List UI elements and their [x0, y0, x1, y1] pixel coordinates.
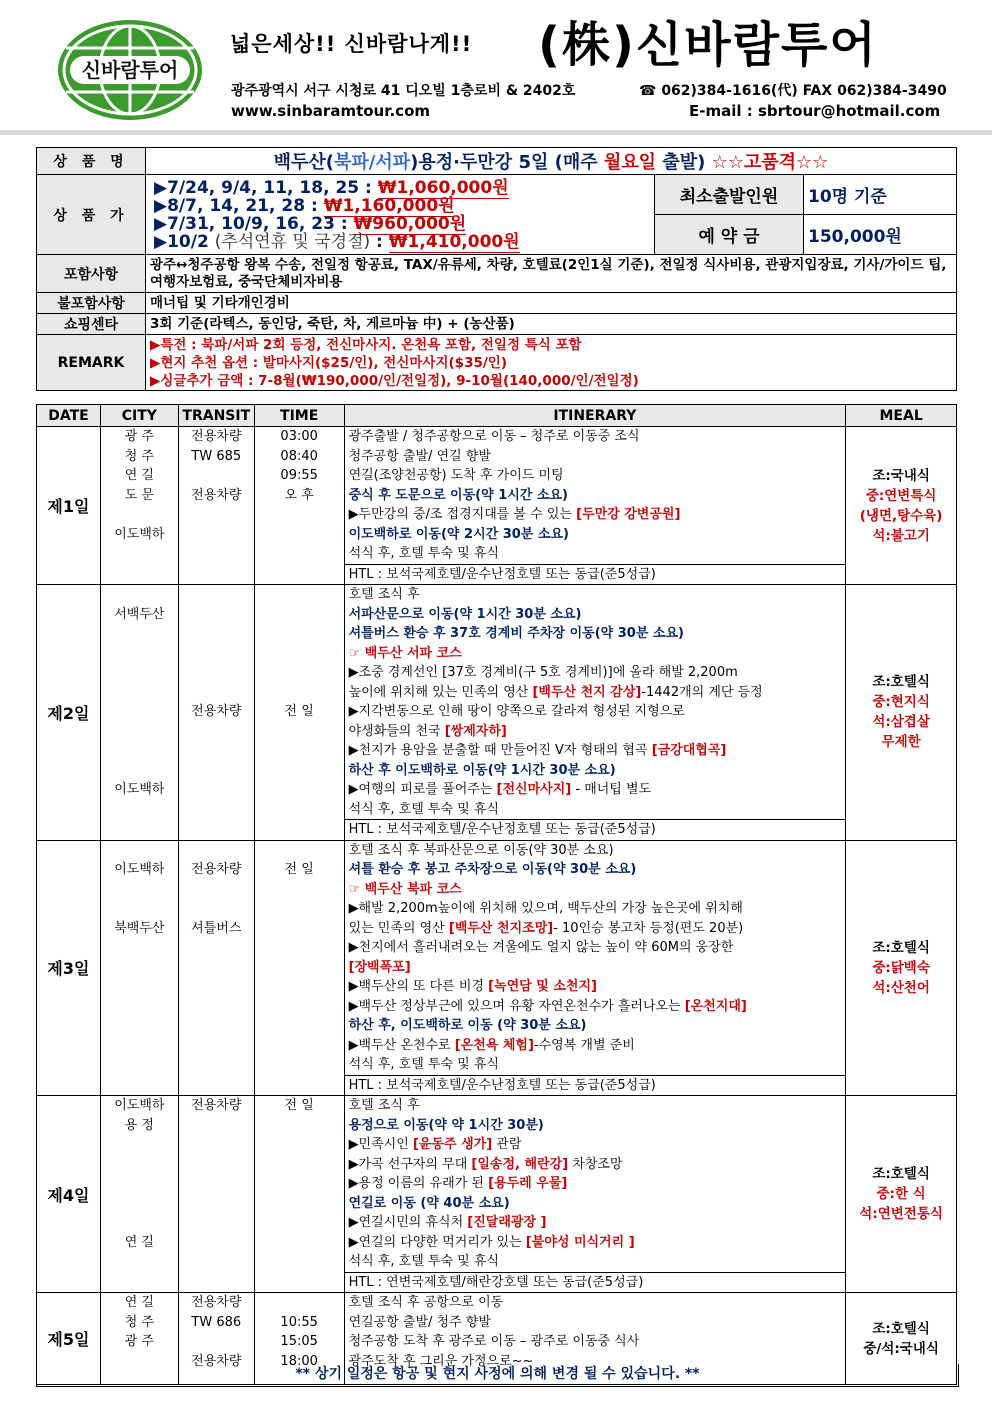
time-cell: [254, 840, 344, 1096]
day-row: [37, 1096, 957, 1293]
logo-text: 신바람투어: [81, 58, 179, 82]
city-value: [101, 997, 178, 1017]
hotel-line: HTL : 보석국제호텔/운수난정호텔 또는 동급(준5성급): [345, 819, 846, 840]
remark-item: ▶현지 추천 옵션 : 발마사지($25/인), 전신마사지($35/인): [150, 354, 508, 371]
time-value: [255, 624, 344, 644]
time-value: [255, 644, 344, 664]
itinerary-table: [36, 404, 957, 1385]
product-name: 백두산(북파/서파)용정·두만강 5일 (매주 월요일 출발) ☆☆고품격☆☆: [146, 148, 957, 175]
transit-value: [179, 505, 254, 525]
transit-value: [179, 880, 254, 900]
price-line: ▶7/24, 9/4, 11, 18, 25 : ₩1,060,000원: [154, 177, 509, 198]
itinerary-line: 용정으로 이동(약 약 1시간 30분): [348, 1117, 544, 1133]
city-value: [101, 1055, 178, 1075]
transit-cell: [178, 1096, 254, 1293]
city-cell: [100, 1096, 178, 1293]
address: 광주광역시 서구 시청로 41 디오빌 1층로비 & 2402호: [231, 83, 576, 99]
transit-value: TW 685: [191, 448, 242, 464]
city-value: 용 정: [124, 1117, 154, 1133]
transit-value: [179, 958, 254, 978]
itinerary-line: ▶두만강의 중/조 접경지대를 볼 수 있는 [두만강 강변공원]: [348, 507, 681, 522]
time-cell: [254, 1096, 344, 1293]
transit-value: [179, 624, 254, 644]
price-list: [146, 175, 655, 255]
itinerary-line: 야생화들의 천국 [쌍제자하]: [348, 723, 507, 739]
transit-value: [179, 1233, 254, 1253]
time-value: [255, 605, 344, 625]
transit-value: [179, 644, 254, 664]
city-value: 북백두산: [114, 920, 165, 936]
transit-value: [179, 544, 254, 564]
meal-item: 석:삼겹살: [872, 714, 930, 731]
transit-value: [179, 938, 254, 958]
itinerary-line: 호텔 조식 후 북파산문으로 이동(약 30분 소요): [348, 842, 614, 858]
city-cell: [100, 840, 178, 1096]
city-value: 연 길: [124, 1295, 154, 1310]
min-participants-value: 10명 기준: [804, 175, 957, 215]
itinerary-line: 셔틀버스 환승 후 37호 경계비 주차장 이동(약 30분 소요): [348, 626, 684, 641]
price-line: ▶10/2 (추석연휴 및 국경절) : ₩1,410,000원: [154, 231, 520, 252]
meal-item: 석:연변전통식: [859, 1206, 943, 1222]
time-value: [255, 683, 344, 703]
remark-item: ▶특전 : 북파/서파 2회 등정, 전신마사지. 온천욕 포함, 전일정 특식 포함: [150, 336, 582, 353]
product-name-label: 상 품 명: [37, 148, 146, 175]
transit-value: [179, 605, 254, 625]
include-label: 포함사항: [37, 255, 146, 293]
city-value: [101, 702, 178, 722]
day-label: 제5일: [37, 1293, 101, 1385]
transit-value: [179, 1135, 254, 1155]
meal-cell: [846, 585, 957, 841]
day-row: [37, 585, 957, 841]
city-value: 청 주: [124, 448, 154, 464]
col-header-city: CITY: [100, 405, 178, 427]
itinerary-line: ▶가곡 선구자의 무대 [일송정, 해란강] 차창조망: [348, 1156, 623, 1172]
time-value: [255, 1233, 344, 1253]
time-value: 18:00: [280, 1353, 318, 1369]
time-cell: [254, 427, 344, 585]
transit-value: [179, 800, 254, 820]
time-value: [255, 722, 344, 742]
include-text: 광주↔청주공항 왕복 수송, 전일정 항공료, TAX/유류세, 차량, 호텔료(2인1실 기준), 전일정 식사비용, 관광지입장료, 기사/가이드 팁, 여행자보험료, 중국단체비자비용: [146, 255, 957, 293]
hotel-line: HTL : 연변국제호텔/해란강호텔 또는 동급(준5성급): [345, 1272, 846, 1293]
transit-value: [179, 1016, 254, 1036]
time-value: [255, 741, 344, 761]
transit-value: [179, 841, 254, 861]
time-value: [255, 1036, 344, 1056]
itinerary-line: 청주공항 출발/ 연길 향발: [348, 448, 491, 464]
time-value: 10:55: [280, 1314, 318, 1330]
city-cell: [100, 585, 178, 841]
transit-value: 전용차량: [191, 862, 242, 877]
company-name: (株)신바람투어: [538, 17, 878, 73]
city-value: [101, 761, 178, 781]
transit-value: [179, 683, 254, 703]
meal-item: (냉면,탕수육): [859, 507, 943, 524]
time-value: [255, 997, 344, 1017]
city-value: [101, 644, 178, 664]
transit-value: [179, 741, 254, 761]
city-value: [101, 741, 178, 761]
itinerary-line: 석식 후, 호텔 투숙 및 휴식: [348, 1254, 499, 1269]
itinerary-line: ▶연길시민의 휴식처 [진달래광장 ]: [348, 1215, 547, 1230]
city-value: [101, 722, 178, 742]
city-value: 연 길: [124, 1234, 154, 1250]
price-line: ▶7/31, 10/9, 16, 23 : ₩960,000원: [154, 213, 467, 234]
time-value: [255, 505, 344, 525]
meal-item: 석:불고기: [872, 527, 930, 544]
col-header-meal: MEAL: [846, 405, 957, 427]
transit-value: [179, 1194, 254, 1214]
time-value: 전 일: [284, 704, 314, 719]
meal-item: 무제한: [881, 734, 921, 751]
time-value: [255, 1016, 344, 1036]
time-value: [255, 958, 344, 978]
transit-value: [179, 1332, 254, 1352]
transit-value: [179, 977, 254, 997]
city-value: [101, 1016, 178, 1036]
itinerary-line: 석식 후, 호텔 투숙 및 휴식: [348, 546, 499, 561]
company-logo-globe-icon: [56, 18, 204, 122]
city-value: [101, 505, 178, 525]
website[interactable]: www.sinbaramtour.com: [231, 102, 431, 120]
transit-value: 전용차량: [191, 704, 242, 719]
transit-value: 전용차량: [191, 429, 242, 444]
header: [0, 0, 992, 140]
meal-item: 조:호텔식: [872, 674, 930, 691]
meal-cell: [846, 1096, 957, 1293]
itinerary-line: 석식 후, 호텔 투숙 및 휴식: [348, 1057, 499, 1072]
transit-value: [179, 663, 254, 683]
transit-value: 전용차량: [191, 1098, 242, 1113]
city-value: [101, 800, 178, 820]
itinerary-line: ▶해발 2,200m높이에 위치해 있으며, 백두산의 가장 높은곳에 위치해: [348, 901, 743, 916]
itinerary-line: ▶천지가 용암을 분출할 때 만들어진 V자 형태의 협곡 [금강대협곡]: [348, 743, 727, 758]
city-value: 이도백하: [114, 526, 165, 542]
time-value: [255, 1055, 344, 1075]
day-row: [37, 427, 957, 585]
time-value: [255, 841, 344, 861]
city-value: [101, 958, 178, 978]
city-value: [101, 1135, 178, 1155]
city-value: [101, 1174, 178, 1194]
time-value: 09:55: [280, 468, 318, 483]
header-divider: [0, 130, 992, 135]
transit-value: 셔틀버스: [191, 920, 242, 936]
day-label: 제2일: [37, 585, 101, 841]
transit-value: [179, 585, 254, 605]
city-value: 이도백하: [114, 782, 165, 797]
itinerary-line: 셔틀 환승 후 봉고 주차장으로 이동(약 30분 소요): [348, 862, 637, 877]
city-value: [101, 585, 178, 605]
itinerary-line: [장백폭포]: [348, 959, 411, 975]
city-value: 서백두산: [114, 606, 165, 622]
time-value: [255, 525, 344, 545]
itinerary-cell: [344, 1096, 846, 1293]
itinerary-line: 광주출발 / 청주공항으로 이동 – 청주로 이동중 조식: [348, 429, 640, 444]
itinerary-line: 석식 후, 호텔 투숙 및 휴식: [348, 801, 499, 817]
min-participants-label: 최소출발인원: [655, 175, 804, 215]
itinerary-line: 호텔 조식 후 공항으로 이동: [348, 1295, 504, 1310]
transit-value: [179, 1252, 254, 1272]
city-value: 연 길: [124, 468, 154, 483]
city-value: [101, 880, 178, 900]
itinerary-cell: [344, 427, 846, 585]
time-value: 03:00: [280, 429, 318, 444]
itinerary-line: 연길로 이동 (약 40분 소요): [348, 1195, 510, 1211]
itinerary-line: 광주도착 후 그리운 가정으로~~: [348, 1353, 534, 1369]
exclude-text: 매너팁 및 기타개인경비: [146, 293, 957, 314]
itinerary-line: ▶백두산 정상부근에 있으며 유황 자연온천수가 흘러나오는 [온천지대]: [348, 998, 747, 1014]
time-value: [255, 1116, 344, 1136]
hotel-line: HTL : 보석국제호텔/운수난정호텔 또는 동급(준5성급): [345, 564, 846, 585]
footer-note: ** 상기 일정은 항공 및 현지 사정에 의해 변경 될 수 있습니다. **: [36, 1364, 959, 1387]
price-label: 상 품 가: [37, 175, 146, 255]
city-value: 청 주: [124, 1314, 154, 1330]
city-value: [101, 1213, 178, 1233]
time-value: [255, 899, 344, 919]
city-value: [101, 1036, 178, 1056]
transit-value: [179, 466, 254, 486]
col-header-transit: TRANSIT: [178, 405, 254, 427]
remark-item: ▶싱글추가 금액 : 7-8월(₩190,000/인/전일정), 9-10월(140,000/인/전일정): [150, 372, 639, 389]
meal-item: 중:닭백숙: [872, 959, 930, 976]
itinerary-line: ☞ 백두산 서파 코스: [348, 645, 462, 661]
shopping-label: 쇼핑센타: [37, 314, 146, 335]
remark-list: [146, 335, 957, 391]
transit-value: [179, 1174, 254, 1194]
city-value: [101, 938, 178, 958]
itinerary-line: ▶용정 이름의 유래가 된 [용두레 우물]: [348, 1176, 568, 1191]
meal-item: 중:한 식: [876, 1186, 926, 1202]
shopping-text: 3회 기준(라텍스, 동인당, 죽탄, 차, 게르마늄 中) + (농산품): [146, 314, 957, 335]
city-value: [101, 544, 178, 564]
itinerary-line: ▶민족시인 [윤동주 생가] 관람: [348, 1137, 522, 1152]
slogan: 넓은세상!! 신바람나게!!: [230, 32, 473, 56]
day-label: 제3일: [37, 840, 101, 1096]
col-header-itinerary: ITINERARY: [344, 405, 846, 427]
city-value: 광 주: [124, 1334, 154, 1349]
meal-item: 조:호텔식: [872, 1166, 930, 1182]
itinerary-line: ▶백두산의 또 다른 비경 [녹연담 및 소천지]: [348, 979, 597, 994]
meal-item: 조:국내식: [872, 467, 930, 484]
hotel-line: HTL : 보석국제호텔/운수난정호텔 또는 동급(준5성급): [345, 1075, 846, 1096]
transit-cell: [178, 427, 254, 585]
meal-item: 중/석:국내식: [863, 1340, 939, 1357]
city-value: 이도백하: [114, 1098, 165, 1113]
itinerary-cell: [344, 840, 846, 1096]
itinerary-line: 서파산문으로 이동(약 1시간 30분 소요): [348, 606, 582, 622]
deposit-label: 예 약 금: [655, 215, 804, 255]
transit-value: [179, 780, 254, 800]
itinerary-line: ☞ 백두산 북파 코스: [348, 881, 462, 897]
itinerary-line: ▶조중 경계선인 [37호 경계비(구 5호 경계비)]에 올라 해발 2,200m: [348, 665, 738, 680]
time-value: 전 일: [284, 1098, 314, 1113]
transit-cell: [178, 585, 254, 841]
city-value: [101, 663, 178, 683]
itinerary-line: 중식 후 도문으로 이동(약 1시간 소요): [348, 487, 568, 503]
meal-item: 중:연변특식: [865, 487, 937, 504]
transit-value: [179, 1213, 254, 1233]
transit-value: 전용차량: [191, 1295, 242, 1310]
exclude-label: 불포함사항: [37, 293, 146, 314]
time-value: [255, 1135, 344, 1155]
time-value: [255, 1155, 344, 1175]
itinerary-cell: [344, 585, 846, 841]
tel-fax: ☎ 062)384-1616(代) FAX 062)384-3490: [639, 83, 947, 99]
itinerary-line: 있는 민족의 영산 [백두산 천지조망]- 10인승 봉고차 등정(편도 20분): [348, 920, 744, 936]
city-cell: [100, 427, 178, 585]
day-row: [37, 840, 957, 1096]
transit-value: [179, 1155, 254, 1175]
transit-value: 전용차량: [191, 487, 242, 503]
time-value: [255, 663, 344, 683]
time-value: [255, 800, 344, 820]
transit-value: [179, 722, 254, 742]
time-value: [255, 1252, 344, 1272]
transit-value: [179, 761, 254, 781]
itinerary-line: 하산 후, 이도백하로 이동 (약 30분 소요): [348, 1018, 587, 1033]
city-value: [101, 624, 178, 644]
itinerary-line: 호텔 조식 후: [348, 587, 420, 602]
itinerary-line: 연길(조양천공항) 도착 후 가이드 미팅: [348, 468, 564, 483]
time-value: [255, 977, 344, 997]
time-value: [255, 919, 344, 939]
transit-value: TW 686: [191, 1314, 242, 1330]
itinerary-line: 이도백하로 이동(약 2시간 30분 소요): [348, 526, 569, 542]
time-value: [255, 1194, 344, 1214]
city-value: [101, 841, 178, 861]
time-value: [255, 938, 344, 958]
price-line: ▶8/7, 14, 21, 28 : ₩1,160,000원: [154, 195, 455, 216]
itinerary-line: ▶여행의 피로를 풀어주는 [전신마사지] - 매너팁 별도: [348, 782, 652, 797]
time-value: 15:05: [280, 1334, 318, 1349]
transit-value: [179, 1055, 254, 1075]
transit-value: [179, 997, 254, 1017]
itinerary-line: ▶연길의 다양한 먹거리가 있는 [불야성 미식거리 ]: [348, 1234, 635, 1250]
city-value: [101, 899, 178, 919]
meal-item: 조:호텔식: [872, 939, 930, 956]
city-value: 이도백하: [114, 862, 165, 877]
time-cell: [254, 585, 344, 841]
city-value: [101, 1155, 178, 1175]
time-value: [255, 585, 344, 605]
email[interactable]: E-mail : sbrtour@hotmail.com: [689, 102, 941, 120]
itinerary-line: 청주공항 도착 후 광주로 이동 – 광주로 이동중 식사: [348, 1334, 640, 1349]
transit-value: [179, 1036, 254, 1056]
city-value: 광 주: [124, 429, 154, 444]
remark-label: REMARK: [37, 335, 146, 391]
day-label: 제4일: [37, 1096, 101, 1293]
deposit-value: 150,000원: [804, 215, 957, 255]
time-value: [255, 1213, 344, 1233]
city-value: [101, 1194, 178, 1214]
transit-value: [179, 1116, 254, 1136]
time-value: 오 후: [284, 487, 314, 503]
product-table: [36, 147, 957, 391]
itinerary-line: 호텔 조식 후: [348, 1098, 420, 1113]
city-value: [101, 977, 178, 997]
time-value: 전 일: [284, 862, 314, 877]
itinerary-line: ▶지각변동으로 인해 땅이 양쪽으로 갈라져 형성된 지형으로: [348, 704, 685, 719]
time-value: [255, 1293, 344, 1313]
product-badge: ☆☆고품격☆☆: [711, 152, 829, 173]
time-value: [255, 544, 344, 564]
itinerary-line: ▶천지에서 흘러내려오는 겨울에도 얼지 않는 높이 약 60M의 웅장한: [348, 940, 734, 955]
phone-icon: ☎: [639, 83, 662, 99]
itinerary-line: 하산 후 이도백하로 이동(약 1시간 30분 소요): [348, 762, 616, 778]
time-value: [255, 780, 344, 800]
city-value: [101, 1252, 178, 1272]
time-value: [255, 1174, 344, 1194]
time-value: 08:40: [280, 448, 318, 464]
itinerary-line: 높이에 위치해 있는 민족의 영산 [백두산 천지 감상]-1442개의 계단 등정: [348, 684, 763, 700]
col-header-date: DATE: [37, 405, 101, 427]
city-value: 도 문: [124, 487, 154, 503]
meal-cell: [846, 427, 957, 585]
itinerary-line: ▶백두산 온천수로 [온천욕 체험]-수영복 개별 준비: [348, 1037, 635, 1053]
transit-cell: [178, 840, 254, 1096]
time-value: [255, 880, 344, 900]
meal-item: 조:호텔식: [872, 1320, 930, 1337]
city-value: [101, 683, 178, 703]
transit-value: 전용차량: [191, 1353, 242, 1369]
day-label: 제1일: [37, 427, 101, 585]
itinerary-line: 연길공항 출발/ 청주 향발: [348, 1314, 491, 1330]
col-header-time: TIME: [254, 405, 344, 427]
time-value: [255, 761, 344, 781]
meal-item: 석:산천어: [872, 979, 930, 996]
transit-value: [179, 525, 254, 545]
meal-item: 중:현지식: [872, 694, 930, 711]
meal-cell: [846, 840, 957, 1096]
transit-value: [179, 899, 254, 919]
